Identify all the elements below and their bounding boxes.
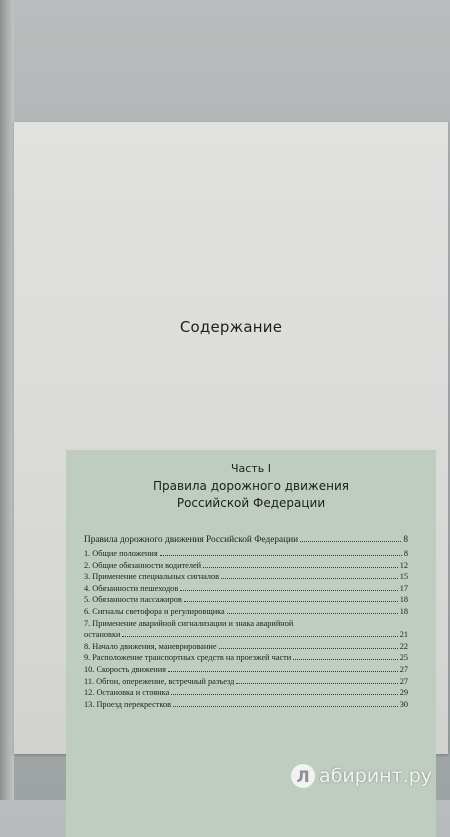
toc-entry xyxy=(84,618,408,641)
leader-dots xyxy=(219,648,398,649)
toc-entry-page: 22 xyxy=(399,641,408,651)
toc-entry xyxy=(84,571,408,583)
leader-dots xyxy=(171,694,397,695)
part-header xyxy=(66,462,436,512)
toc-entry-page: 18 xyxy=(399,595,408,605)
toc-entry-label: 5. Обязанности пассажиров xyxy=(84,595,182,605)
leader-dots xyxy=(203,567,398,568)
toc-entry xyxy=(84,534,408,547)
toc-entry-label: 10. Скорость движения xyxy=(84,664,166,674)
toc-entry-label: 3. Применение специальных сигналов xyxy=(84,572,220,582)
toc-entry xyxy=(84,548,408,560)
toc-entry-page: 27 xyxy=(399,664,408,674)
toc-entry-page: 29 xyxy=(399,688,408,698)
part-title xyxy=(66,478,436,512)
toc-entry-label: 2. Общие обязанности водителей xyxy=(84,560,202,570)
toc-entry-label: 8. Начало движения, маневрирование xyxy=(84,641,217,651)
toc-entry-page: 8 xyxy=(403,549,408,558)
toc-entry xyxy=(84,687,408,699)
toc-entry-label: 7. Применение аварийной сигнализации и знака аварийной xyxy=(84,618,294,628)
part-number: Часть I xyxy=(231,462,271,475)
toc-entry-label: 13. Проезд перекрестков xyxy=(84,699,172,709)
toc-entry xyxy=(84,606,408,618)
toc-entry-page: 15 xyxy=(399,572,408,582)
labirint-watermark xyxy=(291,764,432,788)
page-title: Содержание xyxy=(179,318,283,336)
toc-entry-continuation xyxy=(84,629,408,641)
toc-entry-label: 9. Расположение транспортных средств на проезжей части xyxy=(84,653,292,663)
leader-dots xyxy=(227,613,398,614)
toc-entry-label: Правила дорожного движения Российской Федерации xyxy=(84,535,299,545)
leader-dots xyxy=(122,636,397,637)
toc-entry-page: 30 xyxy=(399,699,408,709)
toc-entry-label: 1. Общие положения xyxy=(84,549,158,558)
toc-entry xyxy=(84,676,408,688)
toc-entry-page: 17 xyxy=(399,583,408,593)
leader-dots xyxy=(173,706,398,707)
toc-entry xyxy=(84,641,408,653)
leader-dots xyxy=(168,671,398,672)
toc-entry xyxy=(84,560,408,572)
toc-entry-label: 6. Сигналы светофора и регулировщика xyxy=(84,606,225,616)
watermark-text: абиринт.ру xyxy=(319,765,432,787)
toc-entry-label: 4. Обязанности пешеходов xyxy=(84,583,179,593)
toc-entry-page: 25 xyxy=(399,653,408,663)
leader-dots xyxy=(221,578,398,579)
toc-entry xyxy=(84,699,408,711)
part-title-line-2: Российской Федерации xyxy=(176,496,326,510)
toc-entry-page: 12 xyxy=(399,560,408,570)
book-left-edge xyxy=(0,0,14,800)
toc-entry-label: 11. Обгон, опережение, встречный разъезд xyxy=(84,676,235,686)
book-page xyxy=(14,122,448,754)
toc-entry-label: 12. Остановка и стоянка xyxy=(84,688,170,698)
toc-entry xyxy=(84,652,408,664)
leader-dots xyxy=(160,555,402,556)
leader-dots xyxy=(293,659,397,660)
toc-entry-page: 8 xyxy=(403,535,408,545)
toc-entry xyxy=(84,664,408,676)
leader-dots xyxy=(236,683,397,684)
toc-entry-page: 21 xyxy=(399,630,408,640)
leader-dots xyxy=(300,541,401,542)
toc-entry-label-continued: остановки xyxy=(84,630,121,640)
toc-entry xyxy=(84,583,408,595)
leader-dots xyxy=(180,590,397,591)
part-title-line-1: Правила дорожного движения xyxy=(153,479,349,493)
toc-list xyxy=(84,534,408,710)
toc-entry-page: 18 xyxy=(399,606,408,616)
labirint-logo-icon: Л xyxy=(291,764,315,788)
toc-entry xyxy=(84,594,408,606)
leader-dots xyxy=(184,601,398,602)
toc-entry-page: 27 xyxy=(399,676,408,686)
